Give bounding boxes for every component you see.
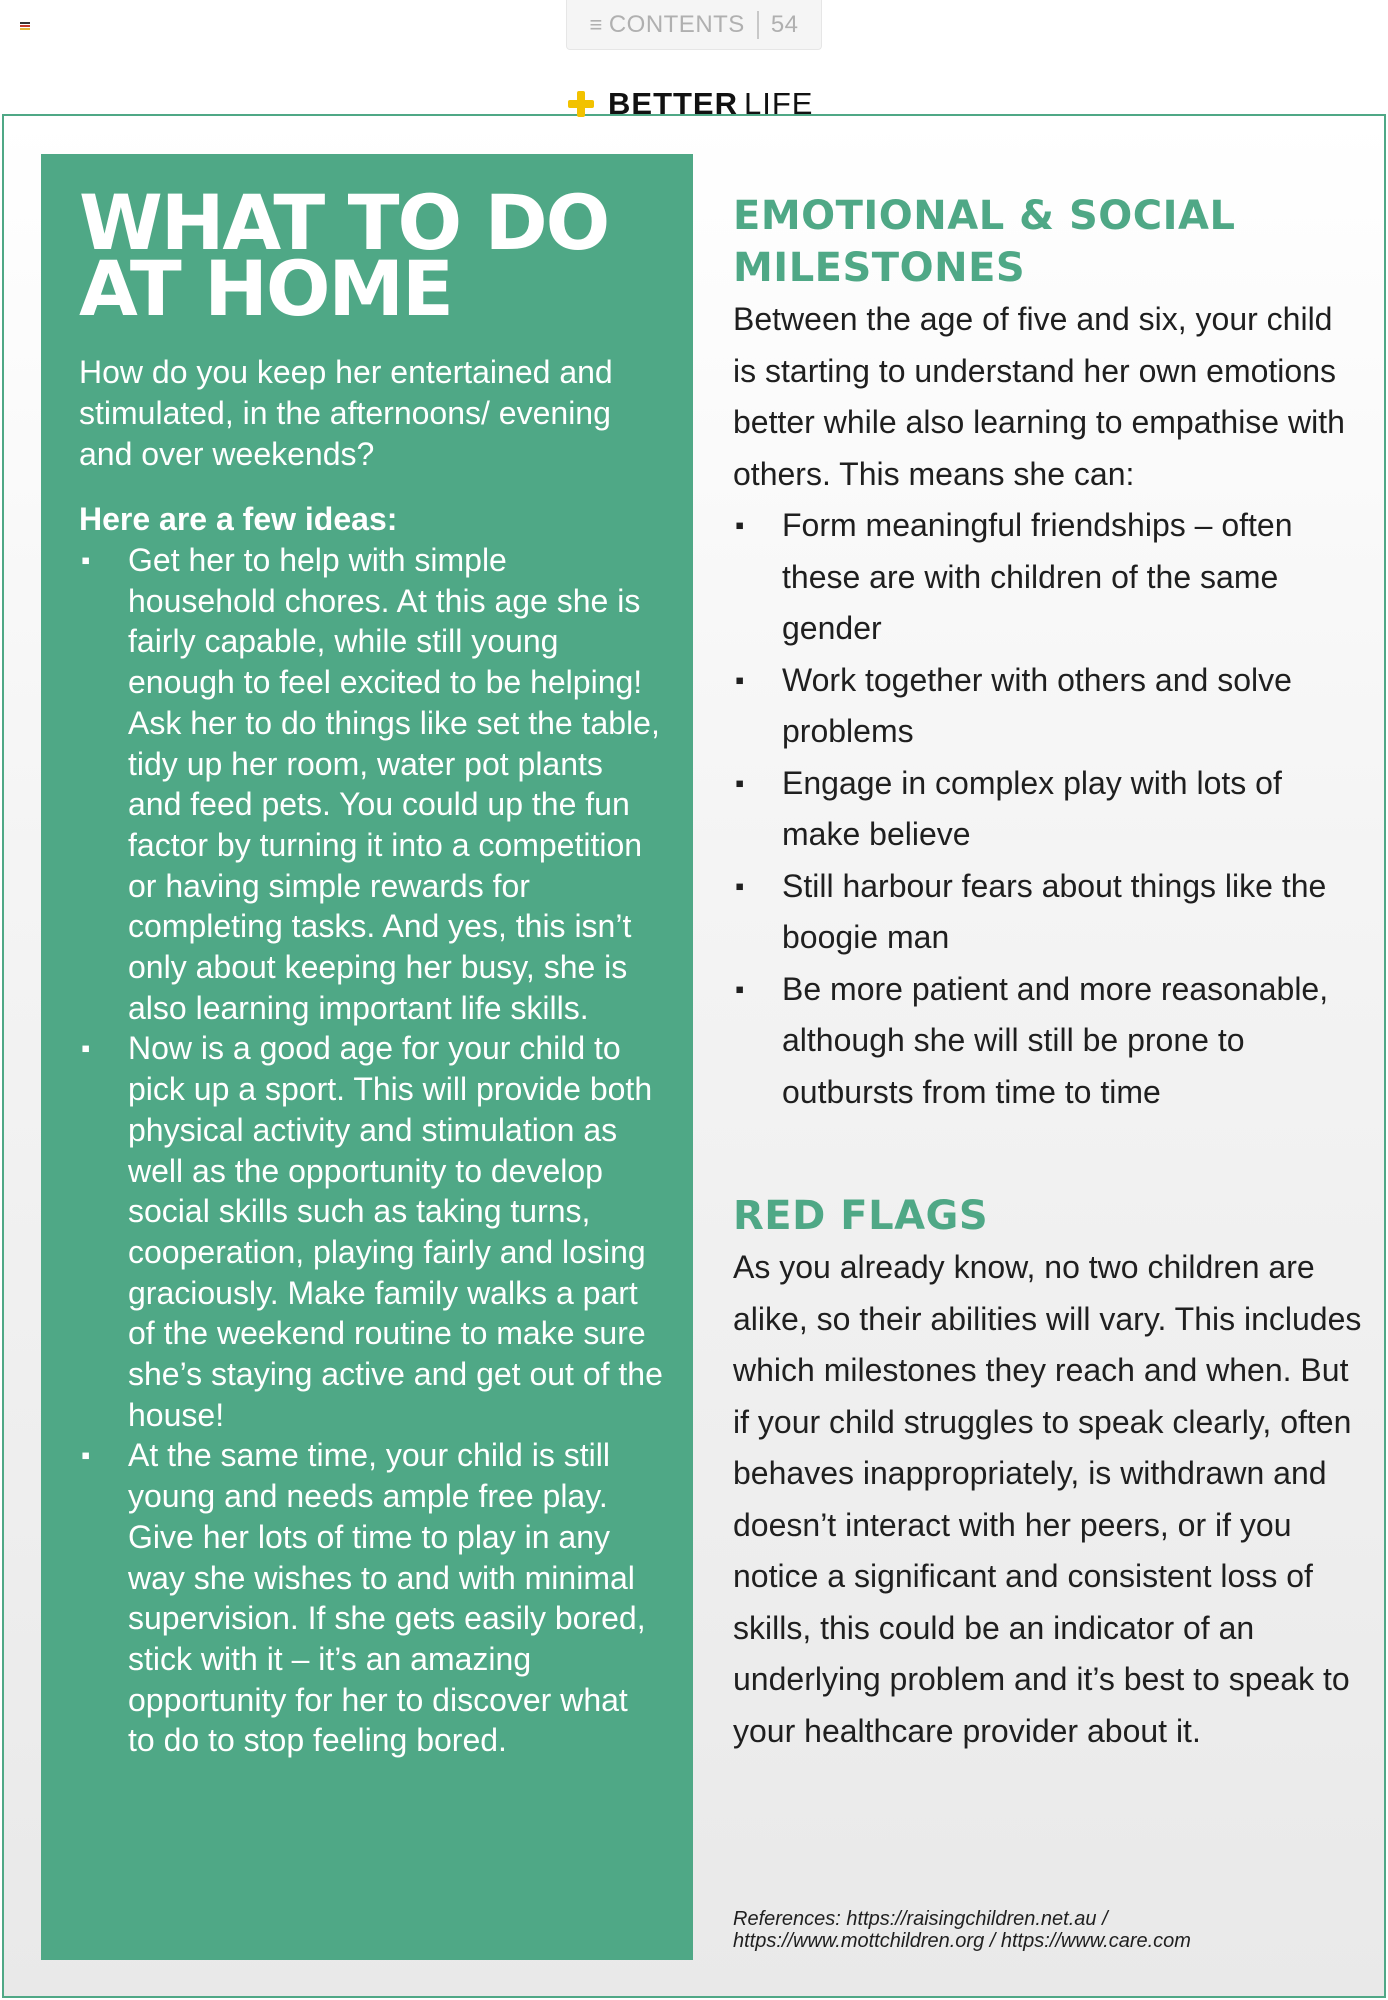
bullet-icon: ▪ (81, 545, 91, 575)
milestone-text: Form meaningful friendships – often these are with children of the same gender (782, 507, 1293, 646)
red-flags-text: As you already know, no two children are alike, so their abilities will vary. This includes which milestones they reach and when. But if your child struggles to speak clearly, often behaves inappropriately, is withdrawn and doesn’t interact with her peers, or if you notice a significant and consistent loss of skills, this could be an indicator of an underlying problem and it’s best to speak to your healthcare provider about it. (733, 1249, 1362, 1749)
bullet-icon: ▪ (735, 510, 745, 540)
hamburger-icon: ≡ (589, 11, 603, 37)
bullet-icon: ▪ (735, 767, 745, 798)
list-item (733, 861, 1363, 964)
list-item (733, 655, 1363, 758)
bullet-icon: ▪ (735, 664, 745, 695)
ideas-heading: Here are a few ideas: (79, 501, 398, 537)
idea-text: At the same time, your child is still young and needs ample free play. Give her lots of time to play in any way she wishes to and with minimal supervision. If she gets easily bored, stick with it – it’s an amazing opportunity for her to discover what to do to stop feeling bored. (128, 1437, 646, 1759)
list-item (733, 758, 1363, 861)
milestone-text: Work together with others and solve problems (782, 661, 1292, 749)
contents-button[interactable] (566, 0, 822, 50)
list-item (733, 500, 1363, 655)
references-line-2: https://www.mottchildren.org / https://www.care.com (733, 1930, 1191, 1952)
milestone-text: Be more patient and more reasonable, although she will still be prone to outbursts from time to time (782, 970, 1329, 1110)
milestones-column (733, 190, 1363, 1757)
bullet-icon: ▪ (81, 1440, 91, 1471)
list-item (79, 1435, 663, 1761)
list-item (733, 964, 1363, 1119)
brand-life: LIFE (744, 86, 814, 121)
milestones-intro: Between the age of five and six, your child is starting to understand her own emotions better while also learning to empathise with others. This means she can: (733, 301, 1345, 492)
list-item (79, 1028, 663, 1435)
panel-intro: How do you keep her entertained and stimulated, in the afternoons/ evening and over weekends? (79, 354, 613, 472)
milestones-heading: EMOTIONAL & SOCIAL MILESTONES (733, 193, 1236, 291)
brand-better: BETTER (608, 86, 738, 121)
contents-label: CONTENTS (608, 10, 745, 38)
panel-title: WHAT TO DO AT HOME (79, 178, 609, 333)
references (733, 1908, 1333, 1952)
references-line-1: References: https://raisingchildren.net.au / (733, 1908, 1108, 1930)
idea-text: Now is a good age for your child to pick up a sport. This will provide both physical activity and stimulation as well as the opportunity to develop social skills such as taking turns, cooperation, playing fairly and losing graciously. Make family walks a part of the weekend routine to make sure she’s staying active and get out of the house! (128, 1030, 663, 1433)
milestone-text: Still harbour fears about things like the boogie man (782, 867, 1327, 955)
red-flags-heading: RED FLAGS (733, 1193, 989, 1239)
yellow-cross-icon (568, 91, 594, 117)
bullet-icon: ▪ (81, 1033, 91, 1064)
bullet-icon: ▪ (735, 973, 745, 1004)
list-item (79, 540, 663, 1028)
milestones-list (733, 500, 1363, 1118)
ideas-list (79, 540, 663, 1761)
brand-logo (568, 84, 813, 124)
what-to-do-panel (41, 154, 693, 1960)
contents-divider (757, 11, 759, 39)
idea-text: Get her to help with simple household chores. At this age she is fairly capable, while still young enough to feel excited to be helping! Ask her to do things like set the table, tidy up her room, water pot plants and feed pets. You could up the fun factor by turning it into a competition or having simple rewards for completing tasks. And yes, this isn’t only about keeping her busy, she is also learning important life skills. (128, 542, 660, 1026)
bullet-icon: ▪ (735, 870, 745, 901)
page-number: 54 (770, 10, 799, 38)
milestone-text: Engage in complex play with lots of make believe (782, 764, 1282, 852)
menu-icon[interactable] (20, 22, 30, 30)
